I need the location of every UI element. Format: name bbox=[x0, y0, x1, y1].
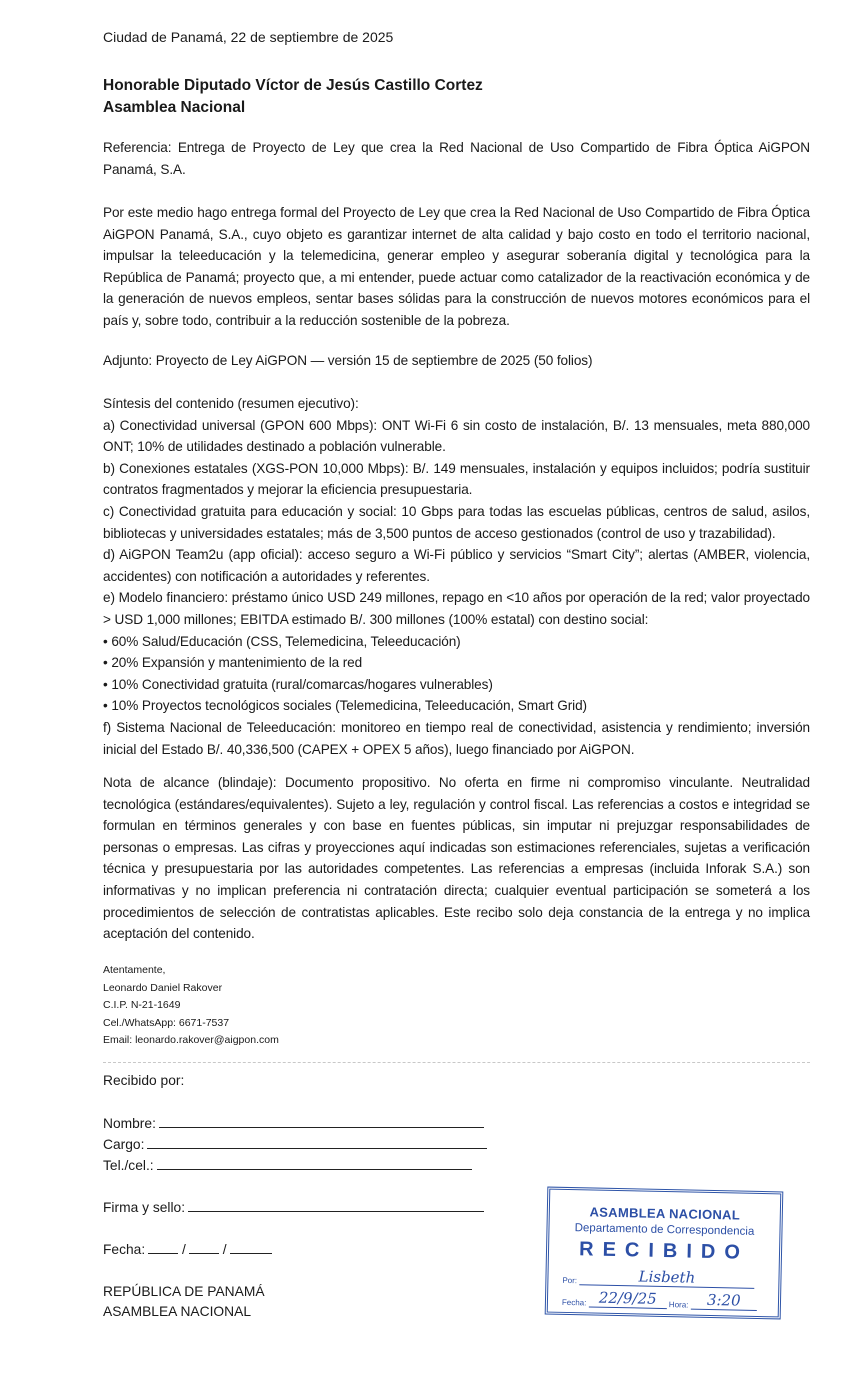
stamp-dept: Departamento de Correspondencia bbox=[574, 1222, 755, 1238]
phone-input-line[interactable] bbox=[157, 1155, 472, 1170]
recipient-block bbox=[103, 75, 483, 119]
closing: Atentamente, bbox=[103, 964, 166, 976]
date-label: Fecha: bbox=[103, 1242, 146, 1257]
received-stamp bbox=[545, 1187, 784, 1320]
name-label: Nombre: bbox=[103, 1116, 156, 1131]
stamp-date-row bbox=[562, 1288, 764, 1311]
stamp-org: ASAMBLEA NACIONAL bbox=[589, 1204, 741, 1223]
signature-input-line[interactable] bbox=[188, 1197, 484, 1212]
role-input-line[interactable] bbox=[147, 1134, 487, 1149]
bullet-item: • 60% Salud/Educación (CSS, Telemedicina, Teleeducación) bbox=[103, 633, 461, 649]
stamp-date-label: Fecha: bbox=[561, 1297, 587, 1308]
intro-paragraph: Por este medio hago entrega formal del Proyecto de Ley que crea la Red Nacional de Uso Compartido de Fibra Óptica AiGPON Panamá, S.A., cuyo objeto es garantizar internet de alta calidad y bajo costo en todo el territorio nacional, impulsar la teleeducación y la telemedicina, generar empleo y asegurar soberanía digital y tecnológica para la República de Panamá; proyecto que, a mi entender, puede actuar como catalizador de la reactivación económica y de la generación de nuevos empleos, sentar bases sólidas para la construcción de nuevos motores económicos para el país y, sobre todo, contribuir a la reducción sostenible de la pobreza. bbox=[103, 205, 810, 328]
footer-org: ASAMBLEA NACIONAL bbox=[103, 1304, 251, 1319]
bullet-item: • 20% Expansión y mantenimiento de la red bbox=[103, 655, 363, 671]
day-input-line[interactable] bbox=[148, 1239, 178, 1254]
phone-field[interactable] bbox=[103, 1155, 472, 1176]
year-input-line[interactable] bbox=[230, 1239, 272, 1254]
stamp-by-label: Por: bbox=[562, 1275, 578, 1286]
stamp-date-value: 22/9/25 bbox=[598, 1288, 657, 1308]
date-line: Ciudad de Panamá, 22 de septiembre de 2025 bbox=[103, 29, 394, 45]
role-label: Cargo: bbox=[103, 1137, 145, 1152]
signature-block bbox=[103, 962, 279, 1050]
role-field[interactable] bbox=[103, 1134, 487, 1155]
signer-email: Email: leonardo.rakover@aigpon.com bbox=[103, 1034, 279, 1046]
signature-label: Firma y sello: bbox=[103, 1200, 186, 1215]
signature-field[interactable] bbox=[103, 1197, 484, 1218]
summary-item-f: f) Sistema Nacional de Teleeducación: monitoreo en tiempo real de conectividad, asistencia y rendimiento; inversión inicial del Estado B/. 40,336,500 (CAPEX + OPEX 5 años), luego financiado por AiGPON. bbox=[103, 719, 810, 757]
date-separator: / bbox=[182, 1242, 186, 1257]
stamp-time-label: Hora: bbox=[668, 1300, 689, 1310]
stamp-time-value: 3:20 bbox=[706, 1290, 741, 1310]
stamp-by-signature: Lisbeth bbox=[638, 1267, 696, 1287]
summary-item-b: b) Conexiones estatales (XGS-PON 10,000 Mbps): B/. 149 mensuales, instalación y equipos incluidos; podría sustituir contratos fragmentados y mejorar la eficiencia presupuestaria. bbox=[103, 460, 810, 498]
divider bbox=[103, 1062, 810, 1063]
date-field[interactable] bbox=[103, 1239, 272, 1260]
summary-section bbox=[103, 393, 810, 760]
recipient-org: Asamblea Nacional bbox=[103, 99, 246, 116]
bullet-item: • 10% Proyectos tecnológicos sociales (Telemedicina, Teleeducación, Smart Grid) bbox=[103, 698, 587, 714]
bullet-item: • 10% Conectividad gratuita (rural/comarcas/hogares vulnerables) bbox=[103, 676, 493, 692]
phone-label: Tel./cel.: bbox=[103, 1158, 154, 1173]
signer-id: C.I.P. N-21-1649 bbox=[103, 999, 181, 1011]
stamp-by-row bbox=[562, 1266, 764, 1289]
name-input-line[interactable] bbox=[159, 1113, 484, 1128]
stamp-status: RECIBIDO bbox=[578, 1238, 750, 1264]
footer-block bbox=[103, 1282, 265, 1322]
scope-note-paragraph: Nota de alcance (blindaje): Documento propositivo. No oferta en firme ni compromiso vinculante. Neutralidad tecnológica (estándares/equivalentes). Sujeto a ley, regulación y control fiscal. Las referencias a costos e integridad se formulan en términos generales y con base en fuentes públicas, sin imputar ni prejuzgar responsabilidades de personas o empresas. Las cifras y proyecciones aquí indicadas son estimaciones referenciales, sujetas a verificación técnica y presupuestaria por las autoridades competentes. Las referencias a empresas (incluida Inforak S.A.) son informativas y no implican preferencia ni contratación directa; cualquier eventual participación se someterá a los procedimientos de selección de contratistas aplicables. Este recibo solo deja constancia de la entrega y no implica aceptación del contenido. bbox=[103, 775, 810, 942]
signer-name: Leonardo Daniel Rakover bbox=[103, 981, 223, 994]
month-input-line[interactable] bbox=[189, 1239, 219, 1254]
attachment-line: Adjunto: Proyecto de Ley AiGPON — versión 15 de septiembre de 2025 (50 folios) bbox=[103, 353, 593, 368]
summary-title: Síntesis del contenido (resumen ejecutivo): bbox=[103, 396, 359, 411]
footer-country: REPÚBLICA DE PANAMÁ bbox=[103, 1284, 265, 1299]
reference-paragraph: Referencia: Entrega de Proyecto de Ley que crea la Red Nacional de Uso Compartido de Fibra Óptica AiGPON Panamá, S.A. bbox=[103, 140, 810, 177]
summary-item-a: a) Conectividad universal (GPON 600 Mbps): ONT Wi-Fi 6 sin costo de instalación, B/. 13 mensuales, meta 880,000 ONT; 10% de utilidades destinado a población vulnerable. bbox=[103, 417, 810, 455]
summary-item-c: c) Conectividad gratuita para educación y social: 10 Gbps para todas las escuelas públicas, centros de salud, asilos, bibliotecas y universidades estatales; más de 3,500 puntos de acceso gestionados (control de uso y trazabilidad). bbox=[103, 503, 810, 541]
signer-phone: Cel./WhatsApp: 6671-7537 bbox=[103, 1016, 230, 1029]
summary-item-e: e) Modelo financiero: préstamo único USD 249 millones, repago en <10 años por operación de la red; valor proyectado > USD 1,000 millones; EBITDA estimado B/. 300 millones (100% estatal) con destino social: bbox=[103, 590, 810, 627]
received-by-title: Recibido por: bbox=[103, 1073, 185, 1088]
date-separator: / bbox=[222, 1242, 227, 1257]
recipient-name: Honorable Diputado Víctor de Jesús Castillo Cortez bbox=[103, 77, 483, 94]
name-field[interactable] bbox=[103, 1113, 484, 1134]
summary-item-d: d) AiGPON Team2u (app oficial): acceso seguro a Wi-Fi público y servicios “Smart City”; alertas (AMBER, violencia, accidentes) con notificación a autoridades y referentes. bbox=[103, 547, 810, 584]
